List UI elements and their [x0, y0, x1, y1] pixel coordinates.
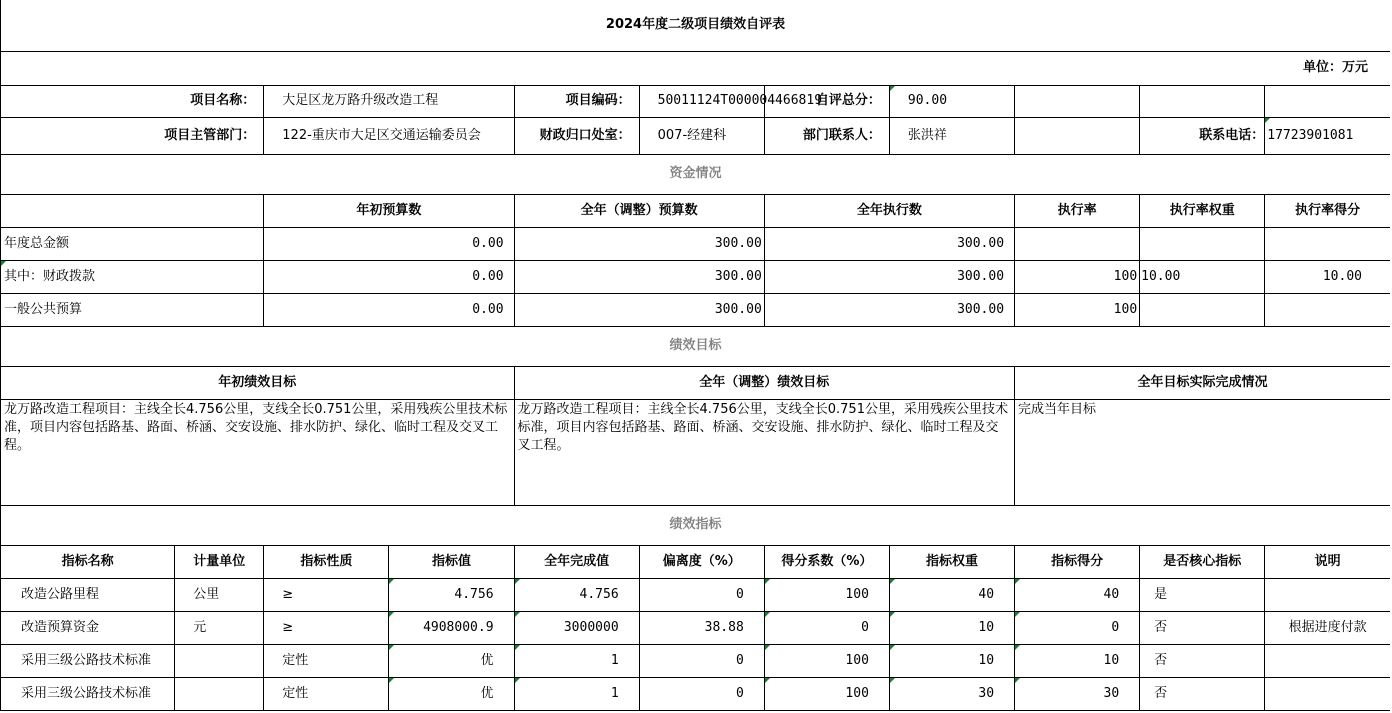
ind-name[interactable]: 改造公路里程 [1, 578, 175, 611]
empty-cell[interactable] [1265, 85, 1390, 117]
ind-target[interactable]: 4.756 [389, 578, 514, 611]
ind-name[interactable]: 改造预算资金 [1, 611, 175, 644]
funds-row-executed[interactable]: 300.00 [764, 227, 1014, 260]
score-total-label: 自评总分： [764, 85, 889, 117]
ind-header-unit: 计量单位 [175, 545, 264, 578]
funds-header-weight: 执行率权重 [1140, 194, 1265, 227]
funds-row-adjusted[interactable]: 300.00 [514, 293, 764, 326]
empty-cell[interactable] [1015, 85, 1140, 117]
funds-row-name[interactable]: 年度总金额 [1, 227, 264, 260]
page-title: 2024年度二级项目绩效自评表 [1, 0, 1391, 51]
funds-row-score[interactable] [1265, 293, 1390, 326]
funds-row-weight[interactable] [1140, 293, 1265, 326]
project-name-label: 项目名称： [1, 85, 264, 117]
funds-header-rate: 执行率 [1015, 194, 1140, 227]
phone-label: 联系电话： [1140, 117, 1265, 154]
ind-header-weight: 指标权重 [889, 545, 1014, 578]
ind-nature[interactable]: 定性 [264, 644, 389, 677]
funds-row-adjusted[interactable]: 300.00 [514, 227, 764, 260]
ind-header-done: 全年完成值 [514, 545, 639, 578]
dept-label: 项目主管部门： [1, 117, 264, 154]
funds-row-weight[interactable]: 10.00 [1140, 260, 1265, 293]
funds-section-title: 资金情况 [1, 154, 1391, 194]
ind-score[interactable]: 10 [1015, 644, 1140, 677]
project-code-value[interactable]: 50011124T000004466819 [639, 85, 764, 117]
ind-coef[interactable]: 0 [764, 611, 889, 644]
funds-row-executed[interactable]: 300.00 [764, 293, 1014, 326]
funds-row-rate[interactable]: 100 [1015, 260, 1140, 293]
ind-coef[interactable]: 100 [764, 578, 889, 611]
ind-done[interactable]: 1 [514, 644, 639, 677]
funds-row-score[interactable] [1265, 227, 1390, 260]
indicator-row [1, 611, 1391, 644]
ind-core[interactable]: 否 [1140, 611, 1265, 644]
project-name-value[interactable]: 大足区龙万路升级改造工程 [264, 85, 514, 117]
ind-header-nature: 指标性质 [264, 545, 389, 578]
ind-deviation[interactable]: 0 [639, 578, 764, 611]
funds-row-adjusted[interactable]: 300.00 [514, 260, 764, 293]
ind-done[interactable]: 3000000 [514, 611, 639, 644]
funds-row-weight[interactable] [1140, 227, 1265, 260]
ind-target[interactable]: 4908000.9 [389, 611, 514, 644]
ind-unit[interactable] [175, 644, 264, 677]
funds-row-rate[interactable]: 100 [1015, 293, 1140, 326]
ind-name[interactable]: 采用三级公路技术标准 [1, 644, 175, 677]
funds-row-name[interactable]: 一般公共预算 [1, 293, 264, 326]
goals-header-initial: 年初绩效目标 [1, 366, 515, 399]
ind-weight[interactable]: 10 [889, 644, 1014, 677]
ind-note[interactable] [1265, 644, 1390, 677]
funds-row-initial[interactable]: 0.00 [264, 260, 514, 293]
indicators-section-title: 绩效指标 [1, 505, 1391, 545]
funds-row [1, 227, 1391, 260]
ind-weight[interactable]: 10 [889, 611, 1014, 644]
ind-done[interactable]: 1 [514, 677, 639, 710]
ind-weight[interactable]: 40 [889, 578, 1014, 611]
unit-label: 单位：万元 [1, 51, 1391, 85]
goals-section-title: 绩效目标 [1, 326, 1391, 366]
ind-coef[interactable]: 100 [764, 644, 889, 677]
ind-target[interactable]: 优 [389, 677, 514, 710]
ind-note[interactable] [1265, 677, 1390, 710]
indicator-row [1, 677, 1391, 710]
dept-value[interactable]: 122-重庆市大足区交通运输委员会 [264, 117, 514, 154]
ind-done[interactable]: 4.756 [514, 578, 639, 611]
ind-header-target: 指标值 [389, 545, 514, 578]
ind-header-deviation: 偏离度（%） [639, 545, 764, 578]
ind-name[interactable]: 采用三级公路技术标准 [1, 677, 175, 710]
goals-header-actual: 全年目标实际完成情况 [1015, 366, 1390, 399]
funds-row-initial[interactable]: 0.00 [264, 227, 514, 260]
goals-actual-text[interactable]: 完成当年目标 [1015, 399, 1390, 505]
ind-deviation[interactable]: 38.88 [639, 611, 764, 644]
funds-header-executed: 全年执行数 [764, 194, 1014, 227]
ind-deviation[interactable]: 0 [639, 644, 764, 677]
ind-unit[interactable] [175, 677, 264, 710]
ind-coef[interactable]: 100 [764, 677, 889, 710]
empty-cell[interactable] [1015, 117, 1140, 154]
ind-core[interactable]: 是 [1140, 578, 1265, 611]
funds-row [1, 260, 1391, 293]
goals-adjusted-text[interactable]: 龙万路改造工程项目：主线全长4.756公里，支线全长0.751公里，采用残疾公里技术标准，项目内容包括路基、路面、桥涵、交安设施、排水防护、绿化、临时工程及交叉工程。 [514, 399, 1015, 505]
ind-score[interactable]: 40 [1015, 578, 1140, 611]
funds-row-name[interactable]: 其中：财政拨款 [1, 260, 264, 293]
funds-row-rate[interactable] [1015, 227, 1140, 260]
contact-label: 部门联系人： [764, 117, 889, 154]
ind-unit[interactable]: 元 [175, 611, 264, 644]
ind-note[interactable]: 根据进度付款 [1265, 611, 1390, 644]
ind-nature[interactable]: 定性 [264, 677, 389, 710]
goals-initial-text[interactable]: 龙万路改造工程项目：主线全长4.756公里，支线全长0.751公里，采用残疾公里技术标准，项目内容包括路基、路面、桥涵、交安设施、排水防护、绿化、临时工程及交叉工程。 [1, 399, 515, 505]
funds-row-score[interactable]: 10.00 [1265, 260, 1390, 293]
funds-header-adjusted: 全年（调整）预算数 [514, 194, 764, 227]
ind-header-name: 指标名称 [1, 545, 175, 578]
indicator-row [1, 578, 1391, 611]
ind-weight[interactable]: 30 [889, 677, 1014, 710]
ind-header-coef: 得分系数（%） [764, 545, 889, 578]
ind-core[interactable]: 否 [1140, 644, 1265, 677]
ind-header-score: 指标得分 [1015, 545, 1140, 578]
finance-office-label: 财政归口处室： [514, 117, 639, 154]
ind-nature[interactable]: ≥ [264, 611, 389, 644]
contact-value[interactable]: 张洪祥 [889, 117, 1014, 154]
finance-office-value[interactable]: 007-经建科 [639, 117, 764, 154]
goals-header-adjusted: 全年（调整）绩效目标 [514, 366, 1015, 399]
ind-deviation[interactable]: 0 [639, 677, 764, 710]
ind-score[interactable]: 30 [1015, 677, 1140, 710]
ind-score[interactable]: 0 [1015, 611, 1140, 644]
funds-row-executed[interactable]: 300.00 [764, 260, 1014, 293]
ind-core[interactable]: 否 [1140, 677, 1265, 710]
funds-row-initial[interactable]: 0.00 [264, 293, 514, 326]
ind-header-note: 说明 [1265, 545, 1390, 578]
funds-row [1, 293, 1391, 326]
indicator-row [1, 644, 1391, 677]
score-total-value[interactable]: 90.00 [889, 85, 1014, 117]
funds-header-score: 执行率得分 [1265, 194, 1390, 227]
ind-header-core: 是否核心指标 [1140, 545, 1265, 578]
ind-unit[interactable]: 公里 [175, 578, 264, 611]
ind-nature[interactable]: ≥ [264, 578, 389, 611]
funds-header-initial: 年初预算数 [264, 194, 514, 227]
ind-note[interactable] [1265, 578, 1390, 611]
phone-value[interactable]: 17723901081 [1265, 117, 1390, 154]
project-code-label: 项目编码： [514, 85, 639, 117]
ind-target[interactable]: 优 [389, 644, 514, 677]
empty-cell[interactable] [1140, 85, 1265, 117]
funds-header-blank [1, 194, 264, 227]
